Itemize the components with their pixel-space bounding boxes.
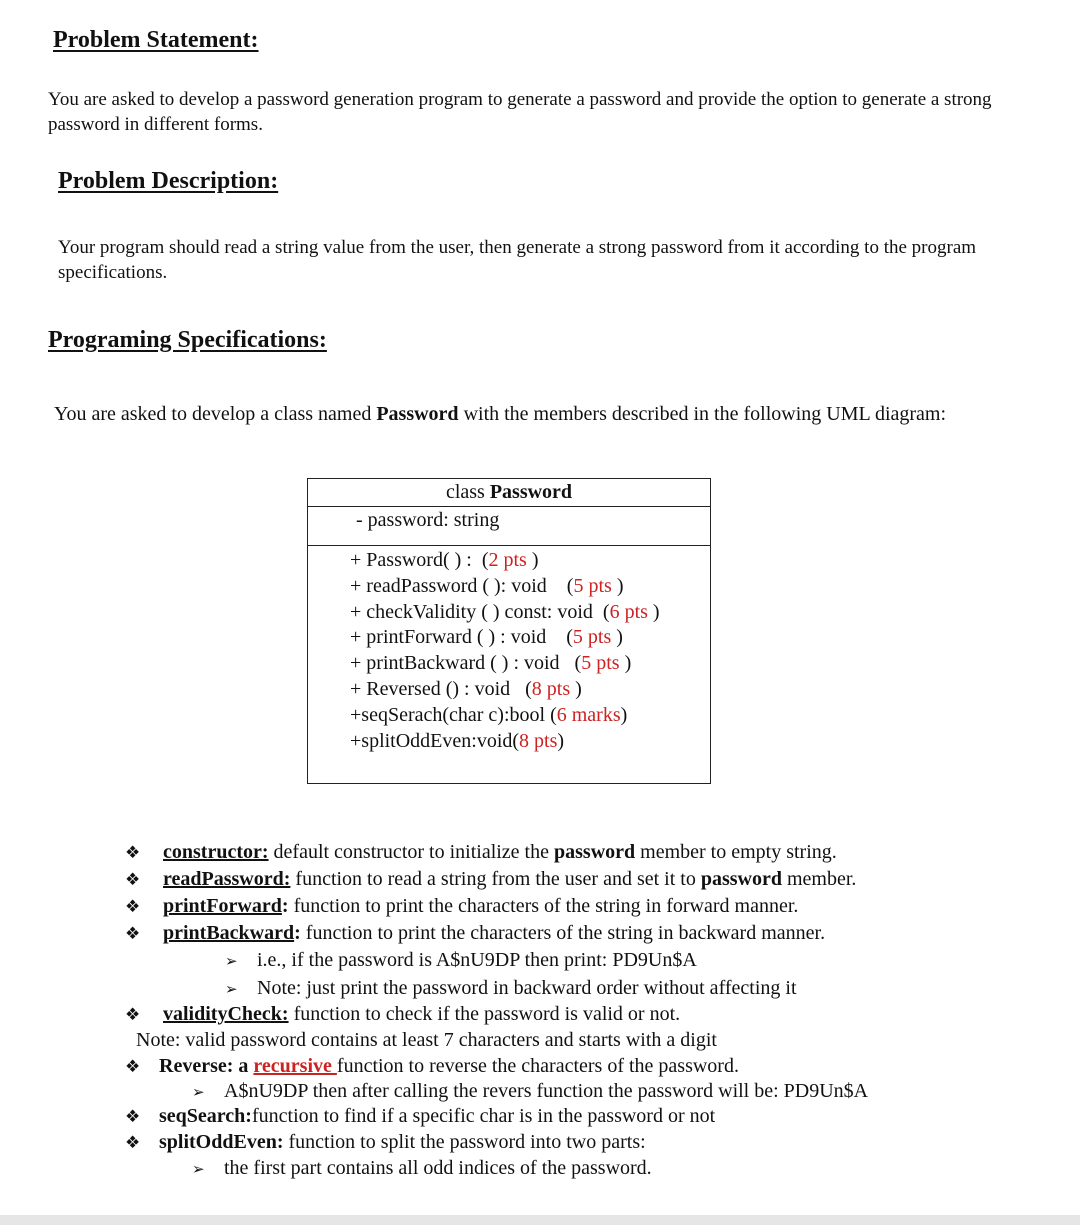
diamond-bullet-icon: ❖ xyxy=(125,897,141,916)
bullet-text: member to empty string. xyxy=(635,841,837,863)
uml-method xyxy=(350,703,710,729)
diamond-bullet-icon: ❖ xyxy=(125,1107,141,1126)
uml-method-close: ) xyxy=(557,729,565,752)
sub-bullet-text: i.e., if the password is A$nU9DP then print: PD9Un$A xyxy=(257,949,697,971)
problem-description-heading: Problem Description: xyxy=(58,168,279,194)
uml-method-points: 6 pts xyxy=(609,600,648,623)
uml-method-sig: + Password( ) : ( xyxy=(350,549,489,571)
bullet-text: function to split the password into two parts: xyxy=(283,1131,646,1153)
bullet-term: splitOddEven: xyxy=(159,1131,284,1153)
bullet-reverse xyxy=(125,1053,739,1080)
bullet-text: member. xyxy=(782,868,857,890)
bullet-text: function to find if a specific char is in the password or not xyxy=(251,1105,716,1127)
uml-class-diagram xyxy=(307,478,711,784)
bullet-print-backward xyxy=(125,920,825,947)
arrow-bullet-icon: ➢ xyxy=(225,982,238,998)
diamond-bullet-icon: ❖ xyxy=(125,843,141,862)
uml-method-sig: + printBackward ( ) : void ( xyxy=(350,652,582,675)
uml-method-sig: + Reversed () : void ( xyxy=(350,677,532,700)
bullet-text: function to check if the password is valid or not. xyxy=(288,1003,681,1025)
uml-class-prefix: class xyxy=(445,481,490,503)
uml-method-sig: +seqSerach(char c):bool ( xyxy=(350,703,557,726)
intro-pre: You are asked to develop a class named xyxy=(54,403,377,425)
uml-class-name: Password xyxy=(489,481,573,503)
uml-method-close: ) xyxy=(647,600,660,623)
diamond-bullet-icon: ❖ xyxy=(125,924,141,943)
bullet-term: printBackward xyxy=(163,922,295,944)
bullet-split-odd-even xyxy=(125,1129,646,1156)
uml-method xyxy=(350,625,710,651)
programming-specs-heading: Programing Specifications: xyxy=(48,327,327,353)
uml-class-title xyxy=(308,479,710,507)
programming-specs-intro xyxy=(48,402,1008,427)
bullet-seq-search xyxy=(125,1103,715,1130)
bullet-text: function to print the characters of the string in backward manner. xyxy=(300,922,826,944)
problem-statement-heading: Problem Statement: xyxy=(53,27,259,53)
uml-method-points: 2 pts xyxy=(488,549,527,571)
uml-method-points: 8 pts xyxy=(519,729,558,752)
uml-method xyxy=(350,677,710,703)
uml-method-points: 6 marks xyxy=(556,703,621,726)
uml-method-sig: + readPassword ( ): void ( xyxy=(350,574,574,597)
uml-method-points: 5 pts xyxy=(581,652,620,675)
sub-bullet-backward-example xyxy=(225,947,697,975)
arrow-bullet-icon: ➢ xyxy=(192,1162,205,1178)
bullet-colon: : xyxy=(281,895,289,917)
bullet-print-forward xyxy=(125,893,798,920)
uml-method-close: ) xyxy=(611,626,623,649)
uml-method-sig: + checkValidity ( ) const: void ( xyxy=(350,600,610,623)
bullet-bold: password xyxy=(700,868,782,890)
bullet-term: constructor: xyxy=(163,841,269,863)
arrow-bullet-icon: ➢ xyxy=(192,1085,205,1101)
uml-method-close: ) xyxy=(619,652,632,675)
sub-bullet-split-detail xyxy=(192,1155,652,1183)
uml-method-close: ) xyxy=(620,703,628,726)
diamond-bullet-icon: ❖ xyxy=(125,1133,141,1152)
bullet-text: default constructor to initialize the xyxy=(268,841,554,863)
diamond-bullet-icon: ❖ xyxy=(125,870,141,889)
intro-class-name: Password xyxy=(376,403,459,425)
uml-attribute-password: - password: string xyxy=(356,509,500,531)
bullet-constructor xyxy=(125,839,837,866)
uml-method xyxy=(350,548,710,574)
bullet-term: seqSearch: xyxy=(159,1105,252,1127)
bullet-text: function to reverse the characters of the password. xyxy=(336,1055,739,1077)
validity-note: Note: valid password contains at least 7 characters and starts with a digit xyxy=(136,1029,717,1051)
diamond-bullet-icon: ❖ xyxy=(125,1005,141,1024)
sub-bullet-backward-note xyxy=(225,975,797,1003)
sub-bullet-text: the first part contains all odd indices of the password. xyxy=(224,1157,652,1179)
uml-method xyxy=(350,651,710,677)
bullet-term: readPassword: xyxy=(163,868,291,890)
uml-methods xyxy=(308,546,710,754)
bullet-term: Reverse: a xyxy=(159,1055,254,1077)
sub-bullet-text: A$nU9DP then after calling the revers function the password will be: PD9Un$A xyxy=(224,1080,869,1102)
bullet-emphasis: recursive xyxy=(253,1055,337,1077)
problem-description-text: Your program should read a string value from the user, then generate a strong password from it according to the program specifications. xyxy=(58,237,977,283)
bullet-term: printForward xyxy=(163,895,282,917)
bullet-text: function to print the characters of the string in forward manner. xyxy=(288,895,799,917)
arrow-bullet-icon: ➢ xyxy=(225,954,238,970)
diamond-bullet-icon: ❖ xyxy=(125,1057,141,1076)
uml-method xyxy=(350,729,710,755)
uml-attributes xyxy=(308,507,710,546)
page-bottom-divider xyxy=(0,1215,1080,1225)
uml-method-close: ) xyxy=(611,574,624,597)
uml-method-sig: +splitOddEven:void( xyxy=(350,729,520,752)
bullet-bold: password xyxy=(554,841,636,863)
uml-method xyxy=(350,574,710,600)
uml-method-points: 8 pts xyxy=(531,677,571,700)
uml-method-sig: + printForward ( ) : void ( xyxy=(350,626,573,649)
uml-method-points: 5 pts xyxy=(572,626,612,649)
sub-bullet-reverse-example xyxy=(192,1078,868,1106)
bullet-colon: : xyxy=(294,922,301,944)
bullet-text: function to read a string from the user and set it to xyxy=(290,868,701,890)
bullet-read-password xyxy=(125,866,856,893)
uml-method xyxy=(350,600,710,626)
uml-method-close: ) xyxy=(570,677,582,700)
bullet-term: validityCheck: xyxy=(163,1003,289,1025)
bullet-validity-check xyxy=(125,1001,680,1028)
problem-statement-text: You are asked to develop a password generation program to generate a password and provide the option to generate a strong password in different forms. xyxy=(48,89,992,135)
uml-method-close: ) xyxy=(526,549,539,571)
intro-post: with the members described in the following UML diagram: xyxy=(458,403,947,425)
uml-method-points: 5 pts xyxy=(573,574,612,597)
sub-bullet-text: Note: just print the password in backward order without affecting it xyxy=(257,977,797,999)
